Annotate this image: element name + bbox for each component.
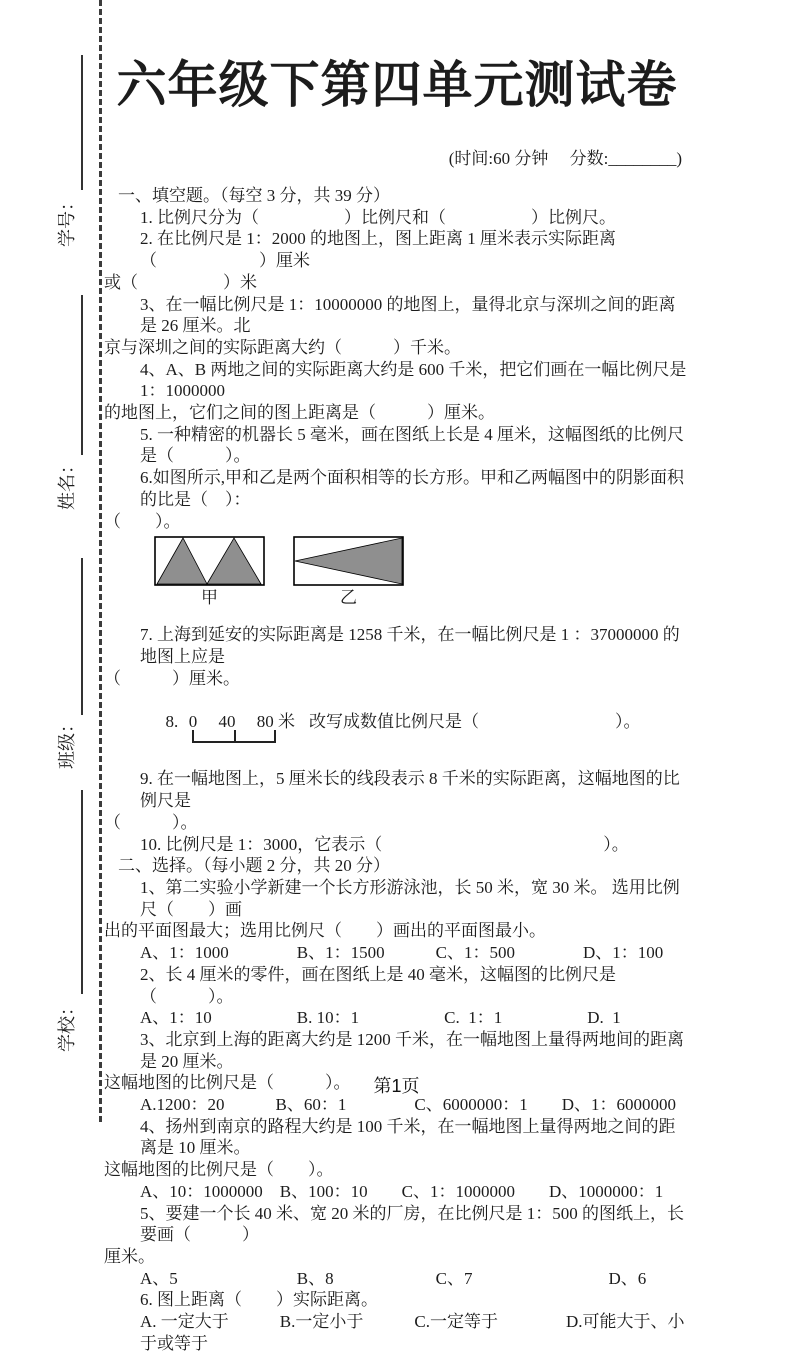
fill-q9-line1: 9. 在一幅地图上，5 厘米长的线段表示 8 千米的实际距离，这幅地图的比例尺是 — [140, 769, 680, 811]
choice-q2-options: A、1：10 B. 10：1 C. 1：1 D. 1 — [140, 1008, 621, 1028]
fill-q8 — [104, 689, 690, 754]
blank-line-school — [81, 790, 83, 994]
choice-q4-line2: 这幅地图的比例尺是（ ）。 — [104, 1160, 334, 1180]
blank-line-student-id — [81, 55, 83, 190]
scale-bar — [189, 711, 295, 733]
margin-label-name: 姓名： — [57, 456, 77, 510]
fill-q8-text: 改写成数值比例尺是（ ）。 — [309, 712, 641, 732]
q6-figure — [154, 536, 690, 609]
fill-q5: 5. 一种精密的机器长 5 毫米，画在图纸上长是 4 厘米，这幅图纸的比例尺是（ ）。 — [140, 424, 684, 466]
section2-heading: 二、选择。（每小题 2 分，共 20 分） — [118, 856, 390, 876]
figure-jia — [154, 536, 265, 609]
blank-line-class — [81, 558, 83, 715]
choice-q5-options: A、5 B、8 C、7 D、6 — [140, 1268, 647, 1288]
choice-q4-line1: 4、扬州到南京的路程大约是 100 千米，在一幅地图上量得两地之间的距离是 10 厘米。 — [140, 1116, 676, 1158]
fill-q4-line1: 4、A、B 两地之间的实际距离大约是 600 千米，把它们画在一幅比例尺是 1：1000000 — [140, 359, 691, 401]
fill-q6-line1: 6.如图所示,甲和乙是两个面积相等的长方形。甲和乙两幅图中的阴影面积的比是（ ）： — [140, 468, 684, 509]
fill-q7-line2: （ ）厘米。 — [104, 668, 240, 688]
choice-q6-options: A. 一定大于 B.一定小于 C.一定等于 D.可能大于、小于或等于 — [140, 1312, 685, 1353]
fill-q3-line1: 3、在一幅比例尺是 1：10000000 的地图上，量得北京与深圳之间的距离是 26 厘米。北 — [140, 294, 676, 336]
fill-q2-line2: 或（ ）米 — [104, 272, 257, 292]
exam-body — [104, 185, 690, 1354]
cut-dashed-line — [99, 0, 102, 1122]
fill-q6-line2: （ ）。 — [104, 511, 181, 531]
scale-bar-ticks: 0 40 80 米 — [188, 712, 295, 732]
section1-heading: 一、填空题。（每空 3 分，共 39 分） — [118, 186, 390, 205]
fill-q9-line2: （ ）。 — [104, 812, 198, 832]
fill-q2-line1: 2. 在比例尺是 1：2000 的地图上，图上距离 1 厘米表示实际距离（ ）厘米 — [140, 229, 616, 271]
scale-bar-bracket — [192, 730, 276, 743]
choice-q1-options: A、1：1000 B、1：1500 C、1：500 D、1：100 — [140, 943, 664, 963]
margin-label-student-id: 学号： — [57, 193, 77, 247]
choice-q6: 6. 图上距离（ ）实际距离。 — [140, 1290, 378, 1310]
fill-q4-line2: 的地图上，它们之间的图上距离是（ ）厘米。 — [104, 403, 495, 423]
page-title: 六年级下第四单元测试卷 — [116, 57, 678, 113]
figure-jia-label: 甲 — [201, 588, 218, 608]
fill-q1: 1. 比例尺分为（ ）比例尺和（ ）比例尺。 — [140, 207, 616, 227]
figure-yi-label: 乙 — [340, 588, 357, 608]
page-number: 第1页 — [373, 1076, 420, 1096]
figure-yi-drawing — [293, 536, 404, 586]
margin-label-class: 班级： — [57, 715, 77, 769]
scale-bar-mid-tick — [234, 730, 236, 741]
choice-q2: 2、长 4 厘米的零件，画在图纸上是 40 毫米，这幅图的比例尺是（ ）。 — [140, 964, 616, 1006]
blank-line-name — [81, 295, 83, 455]
choice-q5-line2: 厘米。 — [104, 1246, 155, 1266]
choice-q3-options: A.1200：20 B、60：1 C、6000000：1 D、1：6000000 — [140, 1095, 676, 1115]
choice-q3-line2: 这幅地图的比例尺是（ ）。 — [104, 1073, 351, 1093]
fill-q10: 10. 比例尺是 1：3000，它表示（ ）。 — [140, 834, 629, 854]
figure-yi — [293, 536, 404, 609]
exam-time-score: (时间:60 分钟 分数:________) — [448, 149, 682, 168]
choice-q5-line1: 5、要建一个长 40 米、宽 20 米的厂房，在比例尺是 1：500 的图纸上，长要画（ ） — [140, 1203, 684, 1245]
fill-q7-line1: 7. 上海到延安的实际距离是 1258 千米，在一幅比例尺是 1 ：37000000 的地图上应是 — [140, 625, 680, 666]
figure-jia-drawing — [154, 536, 265, 586]
margin-label-school: 学校： — [57, 998, 77, 1052]
fill-q3-line2: 京与深圳之间的实际距离大约（ ）千米。 — [104, 337, 461, 357]
choice-q3-line1: 3、北京到上海的距离大约是 1200 千米，在一幅地图上量得两地间的距离是 20 厘米。 — [140, 1029, 684, 1071]
exam-paper — [104, 0, 690, 1354]
choice-q1-line1: 1、第二实验小学新建一个长方形游泳池，长 50 米，宽 30 米。 选用比例尺（ ）画 — [140, 877, 680, 919]
choice-q1-line2: 出的平面图最大；选用比例尺（ ）画出的平面图最小。 — [104, 921, 546, 941]
fill-q8-number: 8. — [165, 712, 187, 732]
choice-q4-options: A、10：1000000 B、100：10 C、1：1000000 D、1000000：1 — [140, 1181, 664, 1201]
